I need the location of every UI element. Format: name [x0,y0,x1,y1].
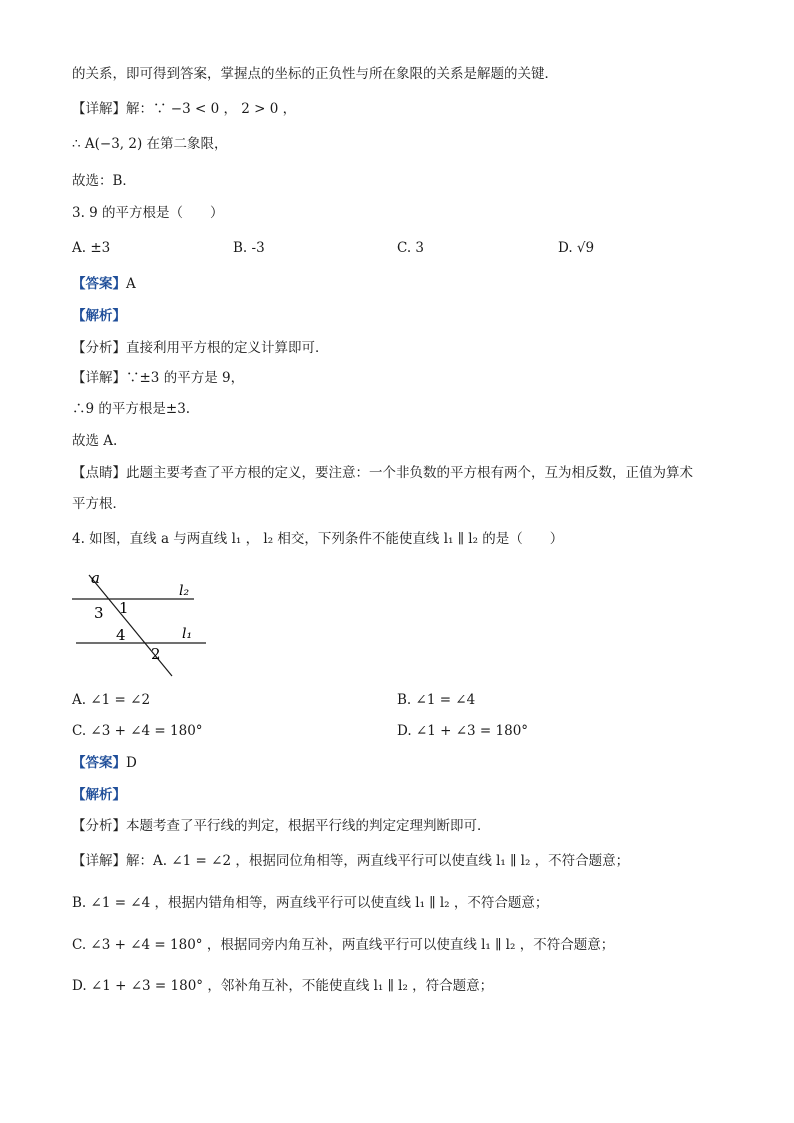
q3-analysis-tag [72,306,126,326]
q3-option-c: C. 3 [397,240,425,256]
detail-tag: 【详解】 [72,101,126,117]
dianjing-tag: 【点睛】 [72,465,126,481]
q3-option-a: A. ±3 [72,240,111,256]
analysis-tag: 【解析】 [72,308,126,324]
answer-value: D [126,755,137,771]
xiangjie-text: 解：A. ∠1 = ∠2 ，根据同位角相等，两直线平行可以使直线 l₁ ∥ l₂ ，不符合题意； [126,853,630,869]
prev-choose: 故选：B． [72,173,136,189]
prev-text-line: 的关系，即可得到答案，掌握点的坐标的正负性与所在象限的关系是解题的关键． [72,66,558,82]
q4-option-b: B. ∠1 = ∠4 [397,692,476,708]
q4-xiangjie-a [72,851,629,871]
xiangjie-text: ∵±3 的平方是 9， [126,370,245,386]
q3-answer [72,274,136,294]
label-4: 4 [116,626,126,644]
xiangjie-tag: 【详解】 [72,853,126,869]
fenxi-tag: 【分析】 [72,818,126,834]
dianjing-text: 此题主要考查了平方根的定义，要注意：一个非负数的平方根有两个，互为相反数，正值为算术 [126,465,693,481]
fenxi-text: 本题考查了平行线的判定，根据平行线的判定定理判断即可． [126,818,491,834]
q3-option-b: B. -3 [233,240,265,256]
fenxi-tag: 【分析】 [72,340,126,356]
q3-dianjing-cont: 平方根． [72,496,126,512]
prev-detail [72,99,296,119]
q3-option-d: D. √9 [558,240,595,256]
q4-option-a: A. ∠1 = ∠2 [72,692,151,708]
label-l1: l₁ [182,626,193,642]
q3-fenxi [72,338,329,358]
q4-xiangjie-d: D. ∠1 + ∠3 = 180° ，邻补角互补，不能使直线 l₁ ∥ l₂ ，符合题意； [72,978,494,994]
q4-option-d: D. ∠1 + ∠3 = 180° [397,723,529,739]
q3-dianjing [72,463,693,483]
label-3: 3 [94,604,104,622]
answer-tag: 【答案】 [72,755,126,771]
label-a: a [91,569,100,587]
q3-choose: 故选 A. [72,433,118,449]
detail-text: 解：∵ −3 < 0 ， 2 > 0 ， [126,101,297,117]
label-2: 2 [151,645,161,663]
q4-fenxi [72,816,491,836]
label-1: 1 [119,599,129,617]
fenxi-text: 直接利用平方根的定义计算即可． [126,340,329,356]
xiangjie-tag: 【详解】 [72,370,126,386]
label-l2: l₂ [179,583,190,599]
q3-xiangjie [72,368,244,388]
q4-analysis-tag [72,785,126,805]
q4-stem: 4. 如图，直线 a 与两直线 l₁ ， l₂ 相交，下列条件不能使直线 l₁ ∥ l₂ 的是（ ） [72,531,564,547]
q4-xiangjie-b: B. ∠1 = ∠4 ，根据内错角相等，两直线平行可以使直线 l₁ ∥ l₂ ，不符合题意； [72,895,549,911]
prev-therefore: ∴ A(−3, 2) 在第二象限， [72,136,228,152]
analysis-tag: 【解析】 [72,787,126,803]
q4-answer [72,753,137,773]
parallel-lines-figure [66,566,216,682]
q3-therefore: ∴9 的平方根是±3. [72,401,191,417]
q3-stem: 3. 9 的平方根是（ ） [72,205,224,221]
q4-xiangjie-c: C. ∠3 + ∠4 = 180° ，根据同旁内角互补，两直线平行可以使直线 l₁ ∥ l₂ ，不符合题意； [72,937,615,953]
answer-value: A [126,276,136,292]
q4-option-c: C. ∠3 + ∠4 = 180° [72,723,203,739]
answer-tag: 【答案】 [72,276,126,292]
